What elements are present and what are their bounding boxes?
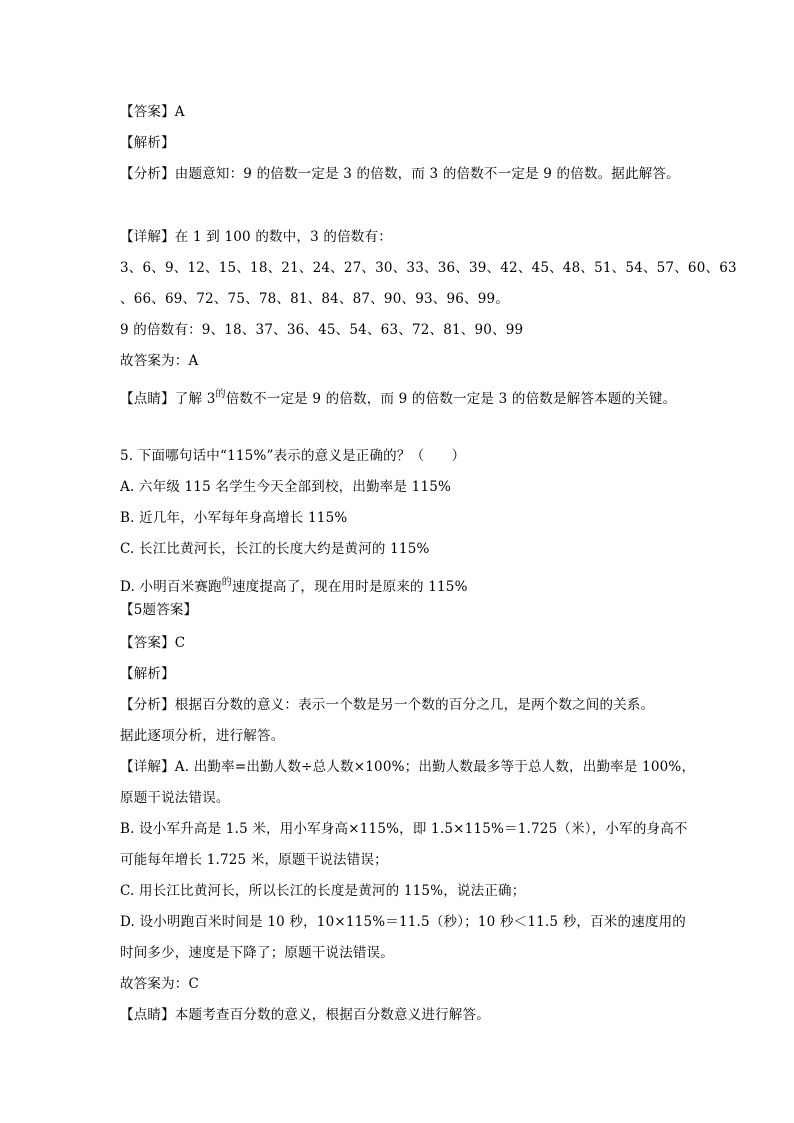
q4-analysis-heading: 【解析】	[120, 135, 175, 151]
q4-fenxi: 【分析】由题意知：9 的倍数一定是 3 的倍数，而 3 的倍数不一定是 9 的倍数。据此解答。	[120, 166, 680, 182]
q5-xiangjie-d-line1: D. 设小明跑百米时间是 10 秒，10×115%＝11.5（秒）；10 秒＜11.5 秒，百米的速度用的	[120, 914, 686, 930]
q5-option-d-post: 速度提高了，现在用时是原来的 115%	[231, 579, 468, 595]
q5-option-d-pre: D. 小明百米赛跑	[120, 579, 222, 595]
q4-dianjing-sup: 的	[215, 389, 226, 400]
q5-option-a: A. 六年级 115 名学生今天全部到校，出勤率是 115%	[120, 479, 452, 495]
q5-fenxi-line1: 【分析】根据百分数的意义：表示一个数是另一个数的百分之几，是两个数之间的关系。	[120, 697, 655, 713]
q4-multiples-of-3-line2: 、66、69、72、75、78、81、84、87、90、93、96、99。	[120, 291, 510, 307]
q5-option-d	[120, 573, 468, 597]
q4-final-answer: 故答案为：A	[120, 353, 199, 369]
q5-answer-heading: 【5题答案】	[120, 602, 198, 618]
q5-xiangjie-c: C. 用长江比黄河长，所以长江的长度是黄河的 115%，说法正确；	[120, 883, 526, 899]
q4-dianjing-post: 倍数不一定是 9 的倍数，而 9 的倍数一定是 3 的倍数是解答本题的关键。	[225, 391, 677, 407]
q5-fenxi-line2: 据此逐项分析，进行解答。	[120, 728, 285, 744]
q4-multiples-of-9: 9 的倍数有：9、18、37、36、45、54、63、72、81、90、99	[120, 322, 524, 338]
q5-dianjing: 【点睛】本题考查百分数的意义，根据百分数意义进行解答。	[120, 1007, 490, 1023]
q5-analysis-heading: 【解析】	[120, 666, 175, 682]
q5-xiangjie-d-line2: 时间多少，速度是下降了；原题干说法错误。	[120, 945, 394, 961]
q4-dianjing	[120, 385, 676, 409]
q4-dianjing-pre: 【点睛】了解 3	[120, 391, 216, 407]
q5-xiangjie-b-line1: B. 设小军升高是 1.5 米，用小军身高×115%，即 1.5×115%＝1.725（米），小军的身高不	[120, 821, 688, 837]
q5-option-b: B. 近几年，小军每年身高增长 115%	[120, 510, 348, 526]
q5-xiangjie-a-line2: 原题干说法错误。	[120, 790, 230, 806]
q5-final-answer: 故答案为：C	[120, 976, 200, 992]
q5-answer: 【答案】C	[120, 635, 186, 651]
q5-question: 5. 下面哪句话中“115%”表示的意义是正确的？（ ）	[120, 448, 466, 464]
q5-option-d-sup: 的	[221, 577, 232, 588]
q5-xiangjie-a-line1: 【详解】A. 出勤率=出勤人数÷总人数×100%；出勤人数最多等于总人数，出勤率是 100%，	[120, 759, 696, 775]
q4-xiangjie: 【详解】在 1 到 100 的数中，3 的倍数有：	[120, 229, 392, 245]
q5-xiangjie-b-line2: 可能每年增长 1.725 米，原题干说法错误；	[120, 852, 388, 868]
q5-option-c: C. 长江比黄河长，长江的长度大约是黄河的 115%	[120, 541, 430, 557]
q4-answer: 【答案】A	[120, 104, 185, 120]
q4-multiples-of-3-line1: 3、6、9、12、15、18、21、24、27、30、33、36、39、42、45、48、51、54、57、60、63	[120, 260, 737, 276]
